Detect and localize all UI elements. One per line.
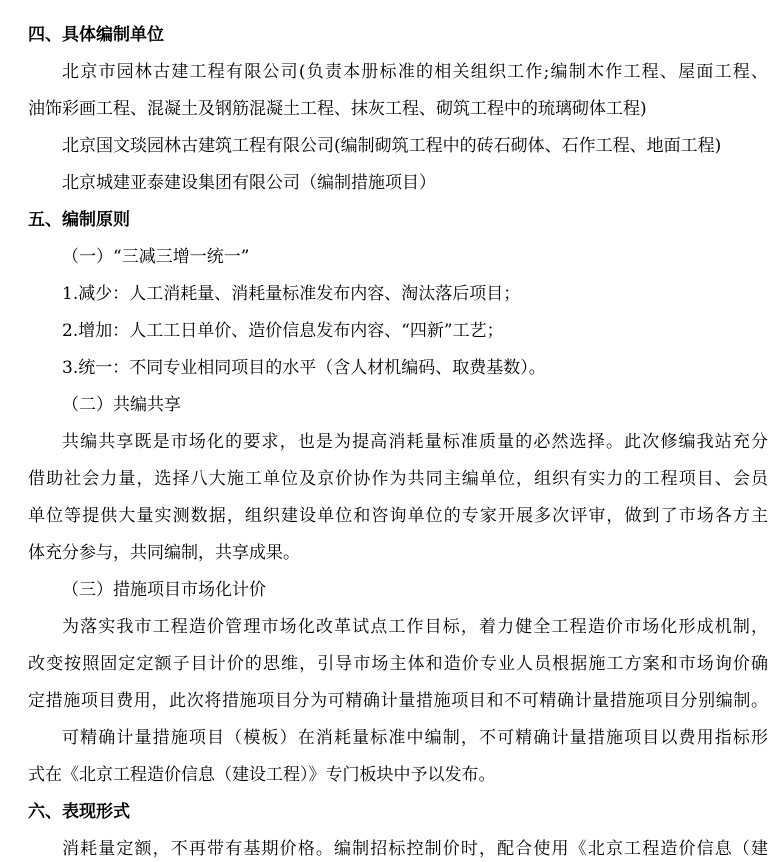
section-5-sub3-para2-line1: 可精确计量措施项目（模板）在消耗量标准中编制，不可精确计量措施项目以费用指标形 xyxy=(62,728,768,748)
section-5-sub3-para2-line2: 式在《北京工程造价信息（建设工程）》专门板块中予以发布。 xyxy=(28,765,496,785)
section-5-sub2-para-line2: 借助社会力量，选择八大施工单位及京价协作为共同主编单位，组织有实力的工程项目、会员 xyxy=(28,469,768,489)
section-4-org3: 北京城建亚泰建设集团有限公司（编制措施项目） xyxy=(62,173,436,193)
section-4-org1-line2: 油饰彩画工程、混凝土及钢筋混凝土工程、抹灰工程、砌筑工程中的琉璃砌体工程) xyxy=(28,99,647,119)
section-5-sub1-item2: 2.增加：人工工日单价、造价信息发布内容、“四新”工艺； xyxy=(62,321,504,341)
section-5-sub3-para1-line1: 为落实我市工程造价管理市场化改革试点工作目标，着力健全工程造价市场化形成机制， xyxy=(62,617,768,637)
section-6-para-line1: 消耗量定额，不再带有基期价格。编制招标控制价时，配合使用《北京工程造价信息（建 xyxy=(62,839,768,859)
section-5-sub1-title: （一）“三减三增一统一” xyxy=(62,247,250,267)
section-5-heading: 五、编制原则 xyxy=(28,210,130,230)
section-4-org1-line1: 北京市园林古建工程有限公司(负责本册标准的相关组织工作;编制木作工程、屋面工程、 xyxy=(62,62,768,82)
section-5-sub1-item1: 1.减少：人工消耗量、消耗量标准发布内容、淘汰落后项目； xyxy=(62,284,521,304)
section-5-sub2-para-line4: 体充分参与，共同编制，共享成果。 xyxy=(28,543,300,563)
section-4-heading: 四、具体编制单位 xyxy=(28,25,164,45)
section-5-sub3-title: （三）措施项目市场化计价 xyxy=(62,580,266,600)
section-5-sub2-title: （二）共编共享 xyxy=(62,395,181,415)
section-5-sub1-item3: 3.统一：不同专业相同项目的水平（含人材机编码、取费基数）。 xyxy=(62,358,546,378)
section-5-sub3-para1-line3: 定措施项目费用，此次将措施项目分为可精确计量措施项目和不可精确计量措施项目分别编制。 xyxy=(28,691,768,711)
section-6-heading: 六、表现形式 xyxy=(28,802,130,822)
section-4-org2: 北京国文琰园林古建筑工程有限公司(编制砌筑工程中的砖石砌体、石作工程、地面工程) xyxy=(62,136,722,156)
section-5-sub3-para1-line2: 改变按照固定定额子目计价的思维，引导市场主体和造价专业人员根据施工方案和市场询价确 xyxy=(28,654,768,674)
section-5-sub2-para-line3: 单位等提供大量实测数据，组织建设单位和咨询单位的专家开展多次评审，做到了市场各方主 xyxy=(28,506,768,526)
section-5-sub2-para-line1: 共编共享既是市场化的要求，也是为提高消耗量标准质量的必然选择。此次修编我站充分 xyxy=(62,432,768,452)
